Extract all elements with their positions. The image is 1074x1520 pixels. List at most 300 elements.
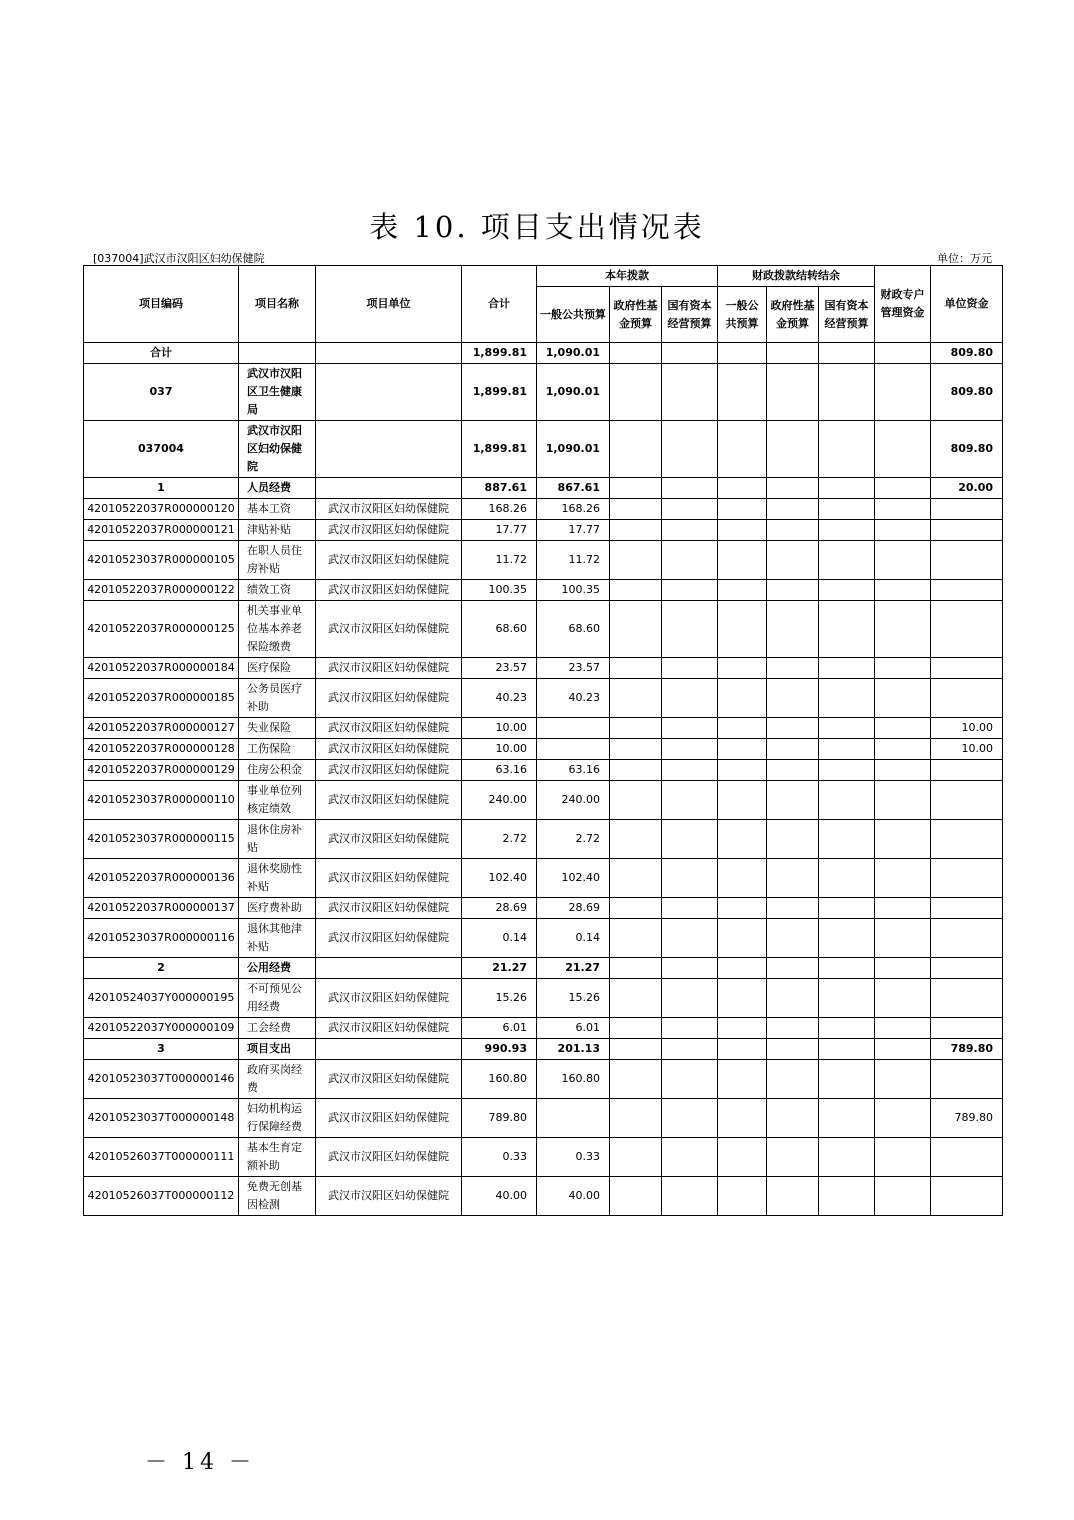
cell-unit-funds <box>931 499 1003 520</box>
cell-state-capital <box>662 1138 718 1177</box>
table-row <box>84 478 1003 499</box>
cell-co-gov-fund <box>767 979 819 1018</box>
cell-unit-funds <box>931 1018 1003 1039</box>
cell-co-state-capital <box>819 580 875 601</box>
header-name: 项目名称 <box>239 266 316 343</box>
cell-gov-fund <box>610 1177 662 1216</box>
table-row <box>84 1177 1003 1216</box>
cell-special-account <box>875 541 931 580</box>
cell-gov-fund <box>610 541 662 580</box>
cell-general: 23.57 <box>537 658 610 679</box>
cell-co-state-capital <box>819 718 875 739</box>
cell-gov-fund <box>610 919 662 958</box>
cell-unit-funds <box>931 658 1003 679</box>
table-row <box>84 718 1003 739</box>
cell-co-state-capital <box>819 1060 875 1099</box>
cell-co-state-capital <box>819 601 875 658</box>
cell-gov-fund <box>610 859 662 898</box>
cell-general: 2.72 <box>537 820 610 859</box>
cell-total: 23.57 <box>462 658 537 679</box>
cell-co-gov-fund <box>767 658 819 679</box>
table-row <box>84 820 1003 859</box>
cell-unit <box>316 343 462 364</box>
table-row <box>84 580 1003 601</box>
unit-label: 单位：万元 <box>937 252 992 265</box>
cell-gov-fund <box>610 898 662 919</box>
cell-code: 合计 <box>84 343 239 364</box>
table-row <box>84 1138 1003 1177</box>
cell-code: 42010522037R000000128 <box>84 739 239 760</box>
cell-special-account <box>875 859 931 898</box>
cell-state-capital <box>662 739 718 760</box>
cell-code: 037004 <box>84 421 239 478</box>
cell-co-general <box>718 1039 767 1060</box>
table-row <box>84 679 1003 718</box>
cell-state-capital <box>662 781 718 820</box>
cell-gov-fund <box>610 1018 662 1039</box>
cell-special-account <box>875 898 931 919</box>
cell-special-account <box>875 1039 931 1060</box>
cell-general: 28.69 <box>537 898 610 919</box>
cell-co-general <box>718 820 767 859</box>
org-label: [037004]武汉市汉阳区妇幼保健院 <box>93 252 265 265</box>
cell-co-general <box>718 421 767 478</box>
cell-code: 42010526037T000000112 <box>84 1177 239 1216</box>
project-expenditure-table <box>83 265 1003 1216</box>
cell-gov-fund <box>610 1060 662 1099</box>
cell-co-general <box>718 499 767 520</box>
cell-co-gov-fund <box>767 718 819 739</box>
cell-code: 42010522037R000000129 <box>84 760 239 781</box>
cell-special-account <box>875 1060 931 1099</box>
cell-gov-fund <box>610 781 662 820</box>
cell-co-gov-fund <box>767 580 819 601</box>
cell-co-general <box>718 601 767 658</box>
cell-code: 42010526037T000000111 <box>84 1138 239 1177</box>
cell-unit: 武汉市汉阳区妇幼保健院 <box>316 898 462 919</box>
cell-code: 3 <box>84 1039 239 1060</box>
cell-special-account <box>875 781 931 820</box>
cell-gov-fund <box>610 1138 662 1177</box>
cell-co-gov-fund <box>767 478 819 499</box>
cell-total: 0.14 <box>462 919 537 958</box>
cell-state-capital <box>662 898 718 919</box>
cell-general: 11.72 <box>537 541 610 580</box>
cell-unit: 武汉市汉阳区妇幼保健院 <box>316 1099 462 1138</box>
cell-state-capital <box>662 979 718 1018</box>
cell-state-capital <box>662 478 718 499</box>
cell-co-general <box>718 478 767 499</box>
cell-state-capital <box>662 658 718 679</box>
cell-gov-fund <box>610 760 662 781</box>
cell-state-capital <box>662 679 718 718</box>
cell-state-capital <box>662 1039 718 1060</box>
cell-name: 不可预见公用经费 <box>239 979 316 1018</box>
cell-total: 240.00 <box>462 781 537 820</box>
page-number: － 14 － <box>145 1450 255 1475</box>
cell-co-gov-fund <box>767 1060 819 1099</box>
cell-general: 40.00 <box>537 1177 610 1216</box>
table-row <box>84 658 1003 679</box>
cell-gov-fund <box>610 499 662 520</box>
cell-state-capital <box>662 499 718 520</box>
cell-code: 42010523037R000000116 <box>84 919 239 958</box>
cell-co-gov-fund <box>767 820 819 859</box>
cell-unit <box>316 364 462 421</box>
cell-state-capital <box>662 601 718 658</box>
cell-unit: 武汉市汉阳区妇幼保健院 <box>316 520 462 541</box>
cell-total: 887.61 <box>462 478 537 499</box>
cell-gov-fund <box>610 820 662 859</box>
header-co-general: 一般公共预算 <box>718 287 767 343</box>
cell-unit: 武汉市汉阳区妇幼保健院 <box>316 739 462 760</box>
cell-total: 21.27 <box>462 958 537 979</box>
cell-special-account <box>875 739 931 760</box>
cell-unit: 武汉市汉阳区妇幼保健院 <box>316 1018 462 1039</box>
cell-name: 事业单位列核定绩效 <box>239 781 316 820</box>
cell-general: 1,090.01 <box>537 364 610 421</box>
cell-co-general <box>718 520 767 541</box>
cell-special-account <box>875 1177 931 1216</box>
cell-name: 基本生育定额补助 <box>239 1138 316 1177</box>
cell-code: 42010522037R000000125 <box>84 601 239 658</box>
cell-co-gov-fund <box>767 958 819 979</box>
cell-name: 在职人员住房补贴 <box>239 541 316 580</box>
header-gov-fund: 政府性基金预算 <box>610 287 662 343</box>
cell-unit: 武汉市汉阳区妇幼保健院 <box>316 541 462 580</box>
cell-total: 40.23 <box>462 679 537 718</box>
cell-co-state-capital <box>819 478 875 499</box>
cell-co-general <box>718 739 767 760</box>
cell-unit: 武汉市汉阳区妇幼保健院 <box>316 679 462 718</box>
cell-state-capital <box>662 343 718 364</box>
cell-general: 867.61 <box>537 478 610 499</box>
cell-unit: 武汉市汉阳区妇幼保健院 <box>316 601 462 658</box>
cell-name: 人员经费 <box>239 478 316 499</box>
cell-total: 160.80 <box>462 1060 537 1099</box>
cell-gov-fund <box>610 739 662 760</box>
cell-special-account <box>875 820 931 859</box>
cell-state-capital <box>662 820 718 859</box>
cell-unit-funds <box>931 898 1003 919</box>
cell-unit <box>316 478 462 499</box>
cell-co-general <box>718 919 767 958</box>
cell-code: 42010523037T000000146 <box>84 1060 239 1099</box>
table-row <box>84 979 1003 1018</box>
cell-name: 医疗保险 <box>239 658 316 679</box>
header-carryover-group: 财政拨款结转结余 <box>718 266 875 287</box>
table-row <box>84 499 1003 520</box>
table-row <box>84 739 1003 760</box>
table-row <box>84 898 1003 919</box>
cell-co-state-capital <box>819 421 875 478</box>
cell-co-gov-fund <box>767 1099 819 1138</box>
cell-name: 机关事业单位基本养老保险缴费 <box>239 601 316 658</box>
cell-co-state-capital <box>819 658 875 679</box>
cell-total: 990.93 <box>462 1039 537 1060</box>
cell-gov-fund <box>610 580 662 601</box>
cell-code: 42010522037R000000127 <box>84 718 239 739</box>
cell-unit: 武汉市汉阳区妇幼保健院 <box>316 499 462 520</box>
table-row <box>84 760 1003 781</box>
cell-co-state-capital <box>819 499 875 520</box>
cell-unit: 武汉市汉阳区妇幼保健院 <box>316 580 462 601</box>
cell-special-account <box>875 1138 931 1177</box>
cell-general: 1,090.01 <box>537 421 610 478</box>
cell-gov-fund <box>610 658 662 679</box>
cell-total: 28.69 <box>462 898 537 919</box>
cell-code: 42010523037T000000148 <box>84 1099 239 1138</box>
cell-code: 2 <box>84 958 239 979</box>
cell-co-gov-fund <box>767 679 819 718</box>
cell-co-gov-fund <box>767 1039 819 1060</box>
cell-co-general <box>718 1177 767 1216</box>
cell-general: 63.16 <box>537 760 610 781</box>
cell-unit-funds: 20.00 <box>931 478 1003 499</box>
cell-co-state-capital <box>819 1099 875 1138</box>
cell-co-general <box>718 898 767 919</box>
header-unit-funds: 单位资金 <box>931 266 1003 343</box>
table-row <box>84 520 1003 541</box>
cell-gov-fund <box>610 601 662 658</box>
cell-code: 42010523037R000000115 <box>84 820 239 859</box>
cell-total: 2.72 <box>462 820 537 859</box>
table-row <box>84 343 1003 364</box>
cell-name <box>239 343 316 364</box>
cell-special-account <box>875 478 931 499</box>
cell-code: 42010522037R000000137 <box>84 898 239 919</box>
cell-state-capital <box>662 364 718 421</box>
cell-general: 100.35 <box>537 580 610 601</box>
table-row <box>84 1018 1003 1039</box>
cell-unit: 武汉市汉阳区妇幼保健院 <box>316 760 462 781</box>
cell-general <box>537 739 610 760</box>
cell-unit-funds: 809.80 <box>931 421 1003 478</box>
cell-code: 42010522037R000000184 <box>84 658 239 679</box>
cell-co-general <box>718 760 767 781</box>
table-row <box>84 781 1003 820</box>
cell-co-gov-fund <box>767 541 819 580</box>
cell-name: 失业保险 <box>239 718 316 739</box>
header-current-group: 本年拨款 <box>537 266 718 287</box>
cell-state-capital <box>662 1177 718 1216</box>
cell-special-account <box>875 343 931 364</box>
cell-co-state-capital <box>819 1018 875 1039</box>
cell-general: 0.14 <box>537 919 610 958</box>
cell-co-gov-fund <box>767 1018 819 1039</box>
cell-name: 武汉市汉阳区妇幼保健院 <box>239 421 316 478</box>
cell-co-general <box>718 859 767 898</box>
cell-general: 102.40 <box>537 859 610 898</box>
cell-co-state-capital <box>819 898 875 919</box>
cell-unit-funds: 789.80 <box>931 1039 1003 1060</box>
cell-total: 1,899.81 <box>462 343 537 364</box>
cell-co-gov-fund <box>767 781 819 820</box>
cell-state-capital <box>662 919 718 958</box>
cell-state-capital <box>662 760 718 781</box>
cell-name: 妇幼机构运行保障经费 <box>239 1099 316 1138</box>
cell-general: 168.26 <box>537 499 610 520</box>
cell-unit: 武汉市汉阳区妇幼保健院 <box>316 979 462 1018</box>
cell-name: 工会经费 <box>239 1018 316 1039</box>
table-row <box>84 1099 1003 1138</box>
cell-co-general <box>718 658 767 679</box>
cell-co-general <box>718 364 767 421</box>
cell-code: 42010522037Y000000109 <box>84 1018 239 1039</box>
cell-special-account <box>875 1099 931 1138</box>
cell-state-capital <box>662 958 718 979</box>
cell-co-general <box>718 1138 767 1177</box>
cell-special-account <box>875 760 931 781</box>
cell-total: 1,899.81 <box>462 421 537 478</box>
page-title: 表 10. 项目支出情况表 <box>369 210 705 244</box>
cell-co-state-capital <box>819 979 875 1018</box>
header-code: 项目编码 <box>84 266 239 343</box>
cell-name: 项目支出 <box>239 1039 316 1060</box>
table-row <box>84 364 1003 421</box>
cell-state-capital <box>662 520 718 541</box>
cell-unit-funds <box>931 1060 1003 1099</box>
cell-unit-funds <box>931 979 1003 1018</box>
cell-name: 基本工资 <box>239 499 316 520</box>
table-row <box>84 919 1003 958</box>
cell-unit-funds <box>931 679 1003 718</box>
cell-unit: 武汉市汉阳区妇幼保健院 <box>316 859 462 898</box>
cell-co-state-capital <box>819 781 875 820</box>
cell-co-gov-fund <box>767 898 819 919</box>
cell-general: 1,090.01 <box>537 343 610 364</box>
cell-co-general <box>718 580 767 601</box>
header-unit: 项目单位 <box>316 266 462 343</box>
cell-co-state-capital <box>819 859 875 898</box>
cell-unit-funds <box>931 859 1003 898</box>
cell-co-gov-fund <box>767 1177 819 1216</box>
cell-unit: 武汉市汉阳区妇幼保健院 <box>316 820 462 859</box>
cell-special-account <box>875 499 931 520</box>
cell-unit: 武汉市汉阳区妇幼保健院 <box>316 919 462 958</box>
cell-general: 6.01 <box>537 1018 610 1039</box>
cell-general: 17.77 <box>537 520 610 541</box>
cell-total: 15.26 <box>462 979 537 1018</box>
cell-gov-fund <box>610 1039 662 1060</box>
cell-gov-fund <box>610 421 662 478</box>
cell-state-capital <box>662 718 718 739</box>
table-row <box>84 859 1003 898</box>
cell-co-general <box>718 1060 767 1099</box>
cell-code: 42010523037R000000110 <box>84 781 239 820</box>
cell-general: 240.00 <box>537 781 610 820</box>
cell-gov-fund <box>610 979 662 1018</box>
cell-general <box>537 718 610 739</box>
cell-code: 42010522037R000000136 <box>84 859 239 898</box>
cell-co-state-capital <box>819 958 875 979</box>
cell-unit-funds <box>931 541 1003 580</box>
cell-unit-funds <box>931 958 1003 979</box>
cell-co-state-capital <box>819 1039 875 1060</box>
cell-co-gov-fund <box>767 739 819 760</box>
cell-total: 10.00 <box>462 718 537 739</box>
cell-unit-funds <box>931 520 1003 541</box>
cell-co-gov-fund <box>767 520 819 541</box>
cell-special-account <box>875 364 931 421</box>
cell-unit: 武汉市汉阳区妇幼保健院 <box>316 718 462 739</box>
cell-total: 63.16 <box>462 760 537 781</box>
cell-unit-funds <box>931 580 1003 601</box>
cell-co-state-capital <box>819 520 875 541</box>
cell-general: 15.26 <box>537 979 610 1018</box>
cell-co-gov-fund <box>767 919 819 958</box>
cell-co-gov-fund <box>767 760 819 781</box>
cell-general: 21.27 <box>537 958 610 979</box>
cell-unit-funds <box>931 601 1003 658</box>
cell-co-state-capital <box>819 760 875 781</box>
cell-total: 102.40 <box>462 859 537 898</box>
cell-co-gov-fund <box>767 1138 819 1177</box>
cell-co-state-capital <box>819 541 875 580</box>
cell-special-account <box>875 580 931 601</box>
cell-state-capital <box>662 541 718 580</box>
header-co-gov-fund: 政府性基金预算 <box>767 287 819 343</box>
cell-unit-funds: 809.80 <box>931 343 1003 364</box>
cell-co-gov-fund <box>767 343 819 364</box>
header-state-capital: 国有资本经营预算 <box>662 287 718 343</box>
cell-total: 68.60 <box>462 601 537 658</box>
cell-total: 168.26 <box>462 499 537 520</box>
cell-gov-fund <box>610 718 662 739</box>
cell-co-state-capital <box>819 739 875 760</box>
cell-co-state-capital <box>819 364 875 421</box>
cell-state-capital <box>662 421 718 478</box>
cell-unit: 武汉市汉阳区妇幼保健院 <box>316 1138 462 1177</box>
cell-unit-funds <box>931 760 1003 781</box>
cell-general <box>537 1099 610 1138</box>
header-special-account: 财政专户管理资金 <box>875 266 931 343</box>
cell-co-general <box>718 1099 767 1138</box>
table-row <box>84 1060 1003 1099</box>
cell-co-general <box>718 958 767 979</box>
cell-gov-fund <box>610 958 662 979</box>
cell-co-general <box>718 718 767 739</box>
cell-special-account <box>875 421 931 478</box>
cell-co-general <box>718 343 767 364</box>
cell-state-capital <box>662 580 718 601</box>
cell-name: 津贴补贴 <box>239 520 316 541</box>
cell-co-general <box>718 1018 767 1039</box>
cell-general: 0.33 <box>537 1138 610 1177</box>
cell-co-state-capital <box>819 1177 875 1216</box>
cell-co-gov-fund <box>767 499 819 520</box>
cell-unit: 武汉市汉阳区妇幼保健院 <box>316 658 462 679</box>
cell-co-state-capital <box>819 820 875 859</box>
table-row <box>84 958 1003 979</box>
cell-gov-fund <box>610 478 662 499</box>
cell-unit-funds: 809.80 <box>931 364 1003 421</box>
header-co-state-capital: 国有资本经营预算 <box>819 287 875 343</box>
cell-co-state-capital <box>819 343 875 364</box>
cell-name: 退休奖励性补贴 <box>239 859 316 898</box>
cell-code: 037 <box>84 364 239 421</box>
cell-special-account <box>875 958 931 979</box>
cell-code: 42010524037Y000000195 <box>84 979 239 1018</box>
cell-total: 1,899.81 <box>462 364 537 421</box>
cell-name: 住房公积金 <box>239 760 316 781</box>
table-row <box>84 541 1003 580</box>
cell-special-account <box>875 601 931 658</box>
cell-name: 武汉市汉阳区卫生健康局 <box>239 364 316 421</box>
cell-gov-fund <box>610 679 662 718</box>
cell-state-capital <box>662 1060 718 1099</box>
cell-co-general <box>718 979 767 1018</box>
